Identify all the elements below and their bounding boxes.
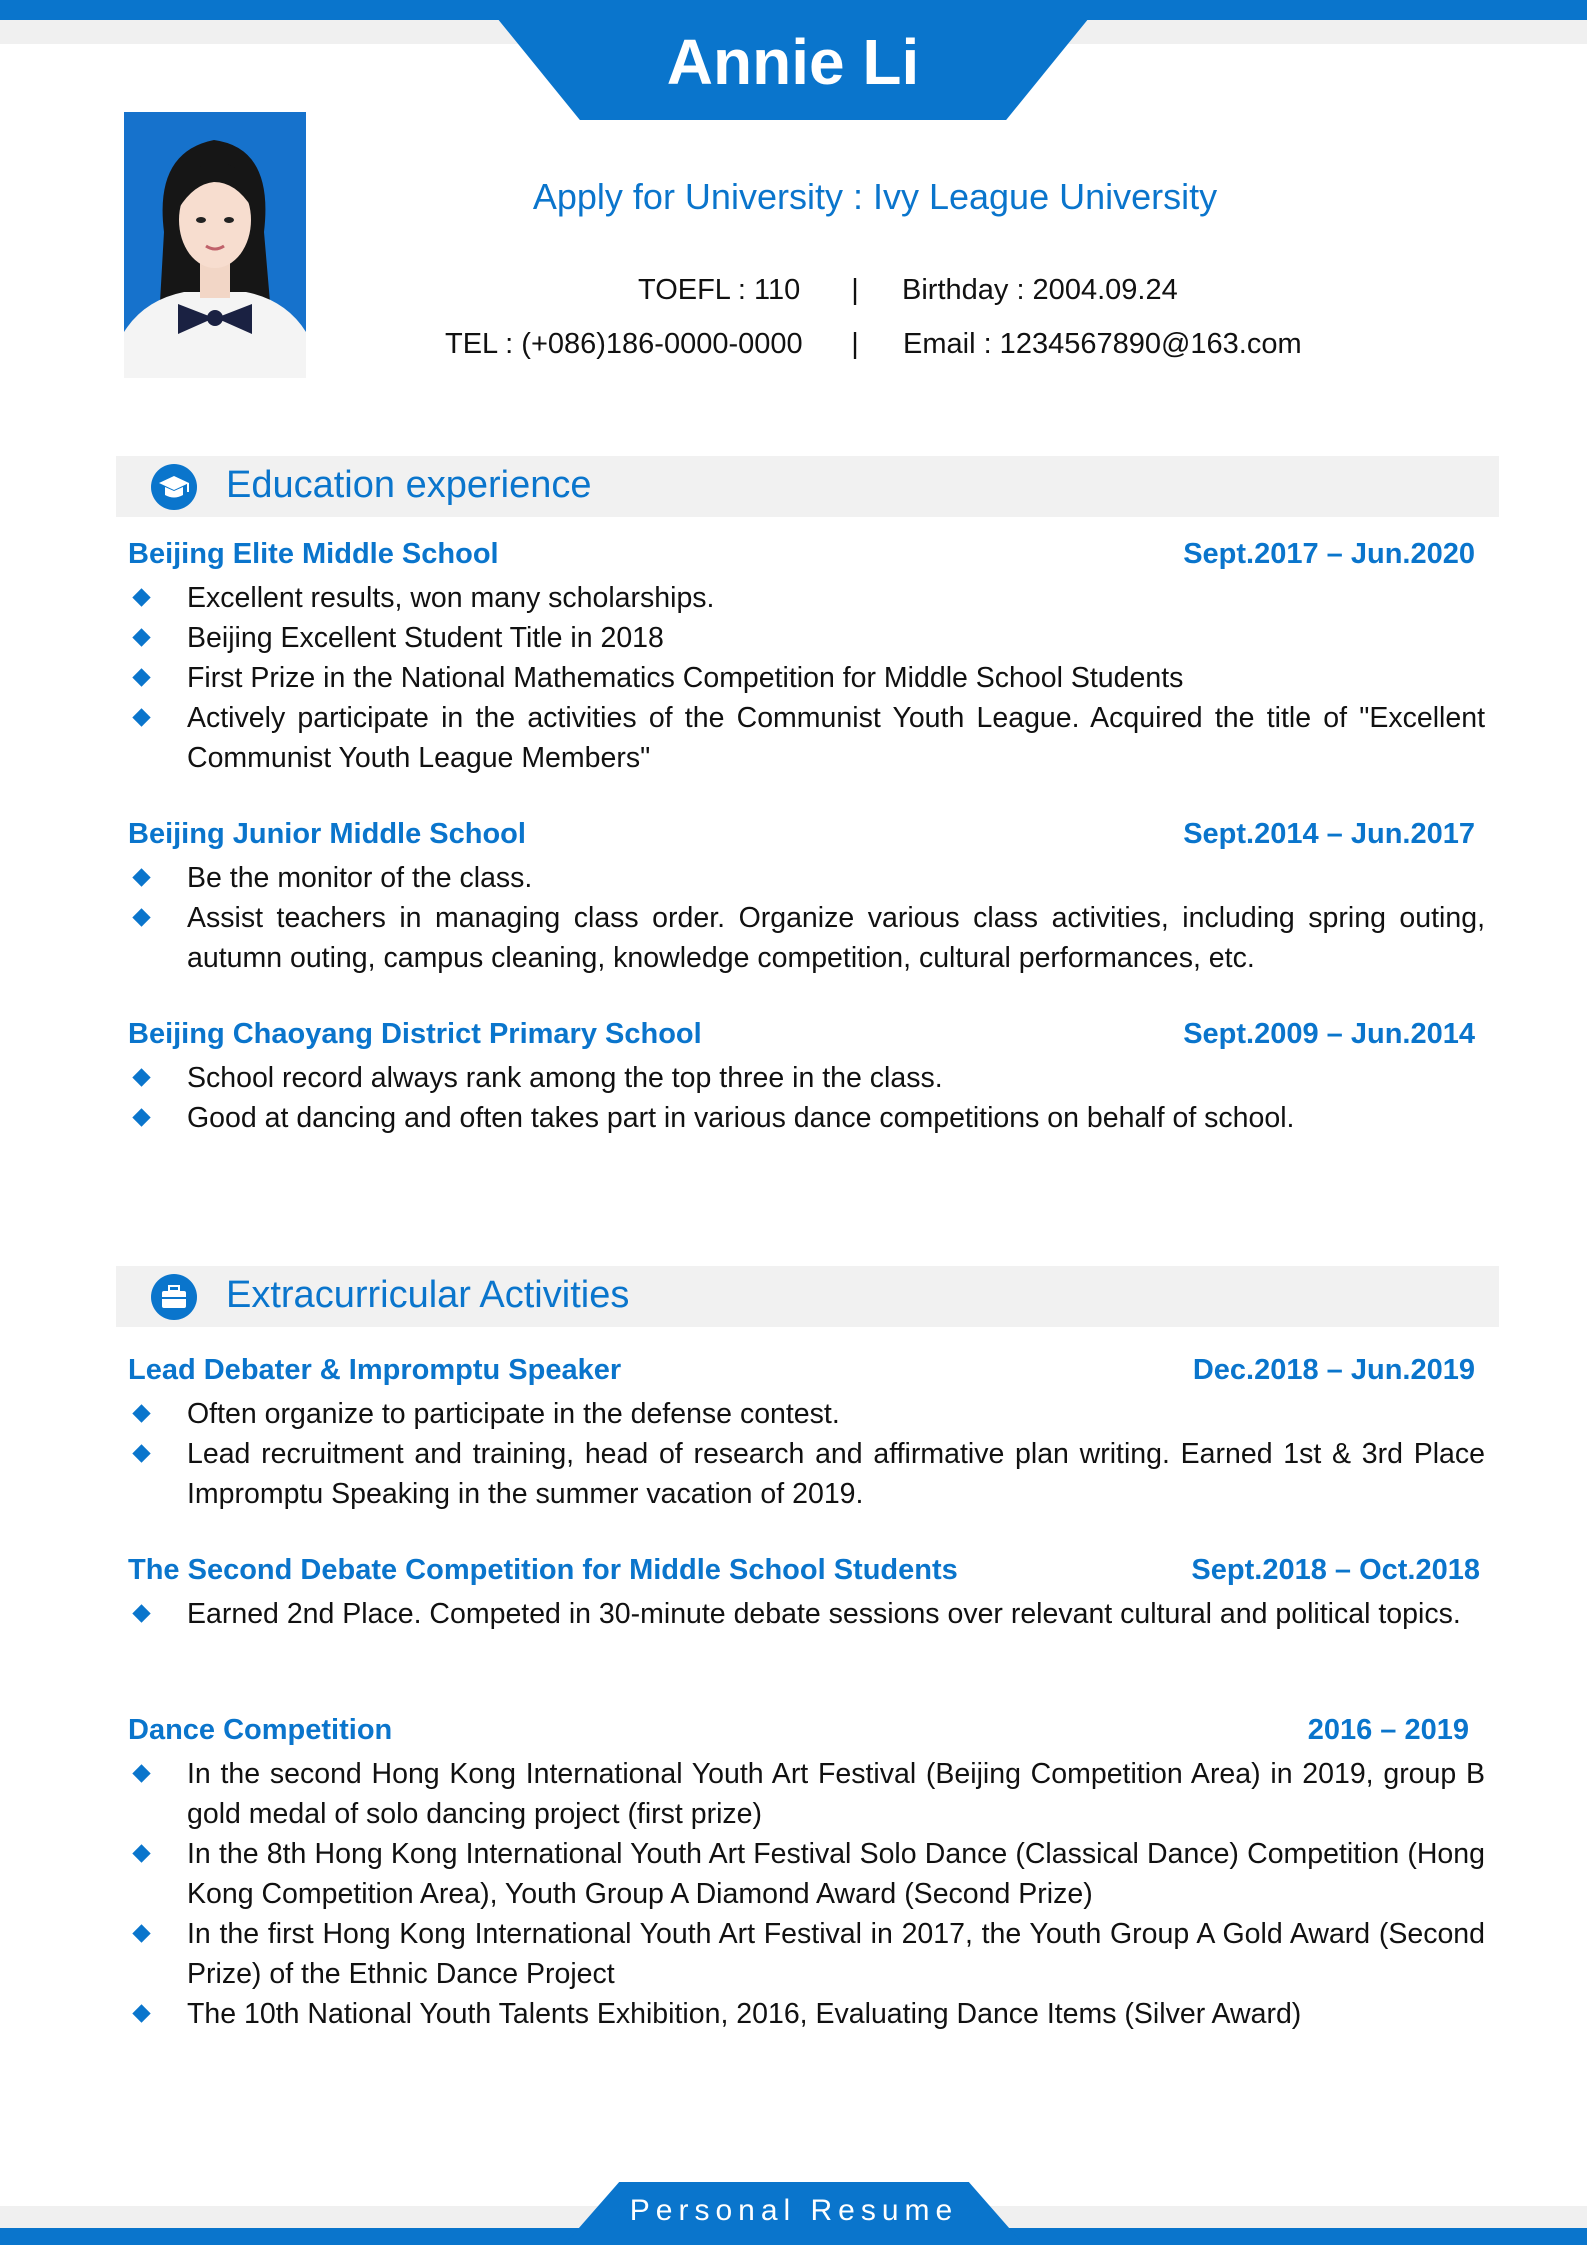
- graduation-cap-icon: [151, 464, 197, 510]
- education-section-title: Education experience: [226, 464, 592, 506]
- diamond-bullet-icon: [132, 708, 150, 726]
- activities-section-title: Extracurricular Activities: [226, 1274, 630, 1316]
- top-band: [0, 0, 1587, 20]
- activity-entry: [128, 1714, 1485, 2034]
- bullet-item: Often organize to participate in the defense contest.: [128, 1394, 1485, 1434]
- briefcase-icon: [151, 1274, 197, 1320]
- education-entry: [128, 818, 1485, 978]
- diamond-bullet-icon: [132, 1764, 150, 1782]
- entry-title: Lead Debater & Impromptu Speaker: [128, 1354, 622, 1386]
- bullet-item: Be the monitor of the class.: [128, 858, 1485, 898]
- bullet-item: Excellent results, won many scholarships.: [128, 578, 1485, 618]
- entry-title: The Second Debate Competition for Middle School Students: [128, 1554, 958, 1586]
- separator: |: [851, 328, 859, 360]
- diamond-bullet-icon: [132, 1108, 150, 1126]
- entry-dates: Sept.2009 – Jun.2014: [1183, 1018, 1475, 1050]
- bullet-item: The 10th National Youth Talents Exhibition, 2016, Evaluating Dance Items (Silver Award): [128, 1994, 1485, 2034]
- bullet-item: First Prize in the National Mathematics Competition for Middle School Students: [128, 658, 1485, 698]
- diamond-bullet-icon: [132, 1444, 150, 1462]
- diamond-bullet-icon: [132, 908, 150, 926]
- education-entry: [128, 1018, 1485, 1138]
- entry-dates: Sept.2018 – Oct.2018: [1191, 1554, 1480, 1586]
- entry-dates: Sept.2014 – Jun.2017: [1183, 818, 1475, 850]
- candidate-name: Annie Li: [666, 26, 920, 98]
- bullet-item: Earned 2nd Place. Competed in 30-minute debate sessions over relevant cultural and political topics.: [128, 1594, 1485, 1634]
- bullet-item: Beijing Excellent Student Title in 2018: [128, 618, 1485, 658]
- diamond-bullet-icon: [132, 628, 150, 646]
- email: Email : 1234567890@163.com: [903, 328, 1302, 360]
- activity-entry: [128, 1554, 1485, 1634]
- bullet-item: School record always rank among the top three in the class.: [128, 1058, 1485, 1098]
- diamond-bullet-icon: [132, 1068, 150, 1086]
- activity-entry: [128, 1354, 1485, 1514]
- entry-title: Beijing Chaoyang District Primary School: [128, 1018, 702, 1050]
- entry-dates: 2016 – 2019: [1307, 1714, 1469, 1746]
- apply-line: Apply for University : Ivy League University: [532, 176, 1218, 217]
- bullet-item: Actively participate in the activities of the Communist Youth League. Acquired the title of "Excellent Communist Youth League Members": [128, 698, 1485, 778]
- diamond-bullet-icon: [132, 668, 150, 686]
- entry-title: Beijing Junior Middle School: [128, 818, 526, 850]
- bullet-item: In the second Hong Kong International Youth Art Festival (Beijing Competition Area) in 2019, group B gold medal of solo dancing project (first prize): [128, 1754, 1485, 1834]
- footer-label: Personal Resume: [629, 2194, 959, 2227]
- diamond-bullet-icon: [132, 1404, 150, 1422]
- diamond-bullet-icon: [132, 1604, 150, 1622]
- birthday: Birthday : 2004.09.24: [902, 274, 1178, 306]
- profile-photo: [124, 112, 306, 378]
- bullet-item: In the 8th Hong Kong International Youth Art Festival Solo Dance (Classical Dance) Competition (Hong Kong Competition Area), Youth Group A Diamond Award (Second Prize): [128, 1834, 1485, 1914]
- education-entry: [128, 538, 1485, 778]
- diamond-bullet-icon: [132, 868, 150, 886]
- portrait-illustration: [124, 112, 306, 378]
- separator: |: [851, 274, 859, 306]
- telephone: TEL : (+086)186-0000-0000: [445, 328, 803, 360]
- entry-dates: Sept.2017 – Jun.2020: [1183, 538, 1475, 570]
- diamond-bullet-icon: [132, 2004, 150, 2022]
- bullet-item: Good at dancing and often takes part in various dance competitions on behalf of school.: [128, 1098, 1485, 1138]
- diamond-bullet-icon: [132, 1924, 150, 1942]
- diamond-bullet-icon: [132, 588, 150, 606]
- bullet-item: Assist teachers in managing class order. Organize various class activities, including spring outing, autumn outing, campus cleaning, knowledge competition, cultural performances, etc.: [128, 898, 1485, 978]
- toefl-score: TOEFL : 110: [638, 274, 801, 306]
- bullet-item: Lead recruitment and training, head of research and affirmative plan writing. Earned 1st & 3rd Place Impromptu Speaking in the summer vacation of 2019.: [128, 1434, 1485, 1514]
- bullet-item: In the first Hong Kong International Youth Art Festival in 2017, the Youth Group A Gold Award (Second Prize) of the Ethnic Dance Project: [128, 1914, 1485, 1994]
- diamond-bullet-icon: [132, 1844, 150, 1862]
- entry-title: Dance Competition: [128, 1714, 393, 1746]
- entry-title: Beijing Elite Middle School: [128, 538, 499, 570]
- entry-dates: Dec.2018 – Jun.2019: [1192, 1354, 1475, 1386]
